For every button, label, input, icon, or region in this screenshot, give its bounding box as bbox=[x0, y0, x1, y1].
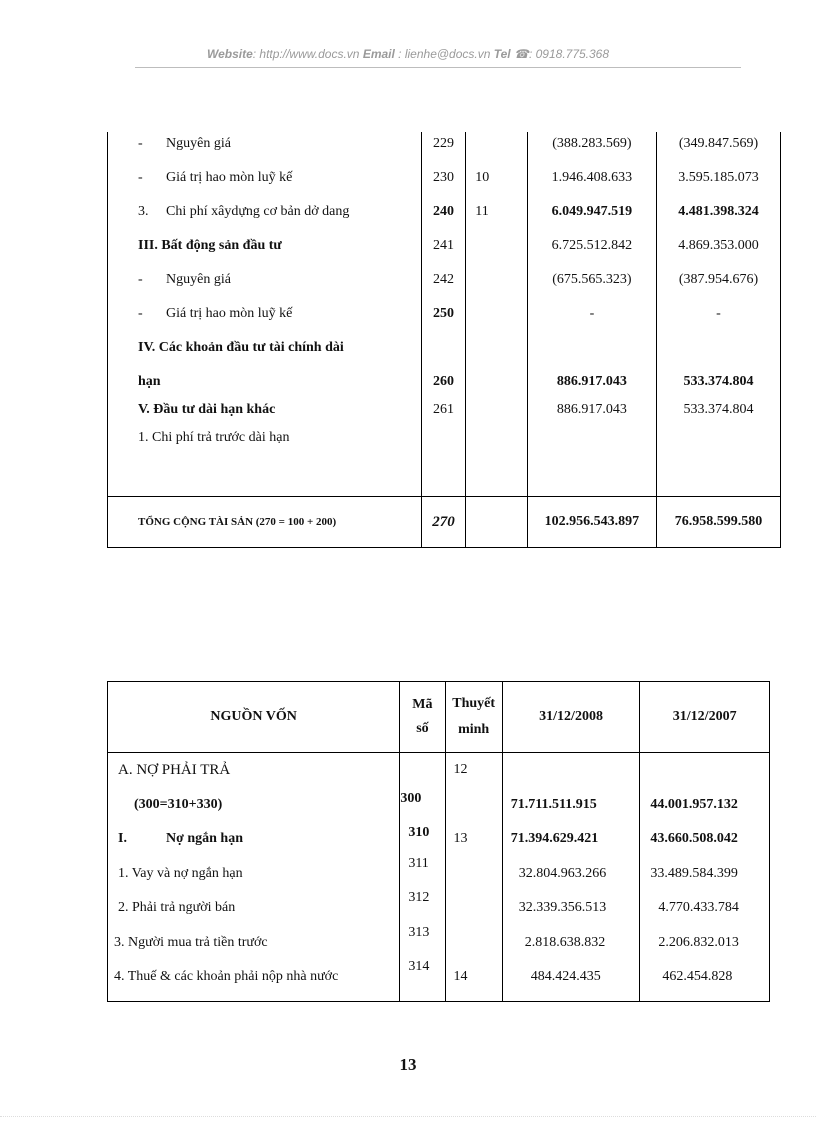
page-number: 13 bbox=[399, 1055, 417, 1074]
row-label: III. Bất động sản đầu tư bbox=[138, 238, 282, 253]
website-label: Website bbox=[206, 47, 253, 61]
website-value: : http://www.docs.vn bbox=[252, 47, 360, 61]
label-column: A. NỢ PHẢI TRẢ (300=310+330) I. Nợ ngắn hạn 1. Vay và nợ ngắn hạn 2. Phải trả người bán 3. Người mua trả tiền trước 4. Thuế & các khoản phải nộp nhà nước bbox=[108, 753, 400, 1002]
email-value: : lienhe@docs.vn bbox=[398, 47, 491, 61]
table-row bbox=[108, 132, 781, 497]
capital-sources-table bbox=[107, 681, 770, 1002]
header-2008: 31/12/2008 bbox=[502, 682, 640, 753]
total-2007: 76.958.599.580 bbox=[657, 497, 781, 548]
phone-icon: ☎ bbox=[514, 47, 529, 61]
code-column: 300 310 311 312 313 314 bbox=[400, 753, 445, 1002]
row-label: Giá trị hao mòn luỹ kế bbox=[166, 306, 293, 321]
assets-table bbox=[107, 132, 781, 548]
email-label: Email bbox=[362, 47, 395, 61]
page-header bbox=[0, 47, 816, 61]
row-label: 1. Chi phí trả trước dài hạn bbox=[138, 430, 290, 445]
total-2008: 102.956.543.897 bbox=[527, 497, 656, 548]
row-label: Chi phí xâydựng cơ bản dở dang bbox=[166, 204, 350, 219]
row-label: hạn bbox=[138, 374, 161, 389]
total-label: TỔNG CỘNG TÀI SẢN (270 = 100 + 200) bbox=[108, 497, 422, 548]
tel-label: Tel bbox=[493, 47, 511, 61]
row-label: Nguyên giá bbox=[166, 272, 231, 287]
header-note: Thuyết minh bbox=[445, 682, 502, 753]
row-label: Giá trị hao mòn luỹ kế bbox=[166, 170, 293, 185]
tel-value: : 0918.775.368 bbox=[528, 47, 610, 61]
row-label: IV. Các khoản đầu tư tài chính dài bbox=[138, 340, 344, 355]
footer-divider bbox=[0, 1116, 816, 1117]
row-label: Nguyên giá bbox=[166, 136, 231, 151]
value-2007-column: (349.847.569) 3.595.185.073 4.481.398.324 4.869.353.000 (387.954.676) - 533.374.804 533.374.804 bbox=[657, 132, 781, 497]
header-divider bbox=[135, 67, 741, 68]
total-row bbox=[108, 497, 781, 548]
total-code: 270 bbox=[421, 497, 465, 548]
table-header-row bbox=[108, 682, 770, 753]
label-column: - Nguyên giá - Giá trị hao mòn luỹ kế 3. Chi phí xâydựng cơ bản dở dang III. Bất động sản đầu tư - Nguyên giá - Giá trị hao mòn luỹ kế IV. Các khoản đầu tư tài chính dài hạn V. Đầu tư dài hạn khác 1. Chi phí trả trước dài hạn bbox=[108, 132, 422, 497]
note-column: 12 13 14 bbox=[445, 753, 502, 1002]
table-row bbox=[108, 753, 770, 1002]
value-2008-column: (388.283.569) 1.946.408.633 6.049.947.519 6.725.512.842 (675.565.323) - 886.917.043 886.917.043 bbox=[527, 132, 656, 497]
header-2007: 31/12/2007 bbox=[640, 682, 770, 753]
value-2008-column: 71.711.511.915 71.394.629.421 32.804.963.266 32.339.356.513 2.818.638.832 484.424.435 bbox=[502, 753, 640, 1002]
note-column: 10 11 bbox=[466, 132, 528, 497]
header-code: Mã số bbox=[400, 682, 445, 753]
header-source: NGUỒN VỐN bbox=[108, 682, 400, 753]
code-column: 229 230 240 241 242 250 260 261 bbox=[421, 132, 465, 497]
row-label: V. Đầu tư dài hạn khác bbox=[138, 402, 276, 417]
value-2007-column: 44.001.957.132 43.660.508.042 33.489.584.399 4.770.433.784 2.206.832.013 462.454.828 bbox=[640, 753, 770, 1002]
